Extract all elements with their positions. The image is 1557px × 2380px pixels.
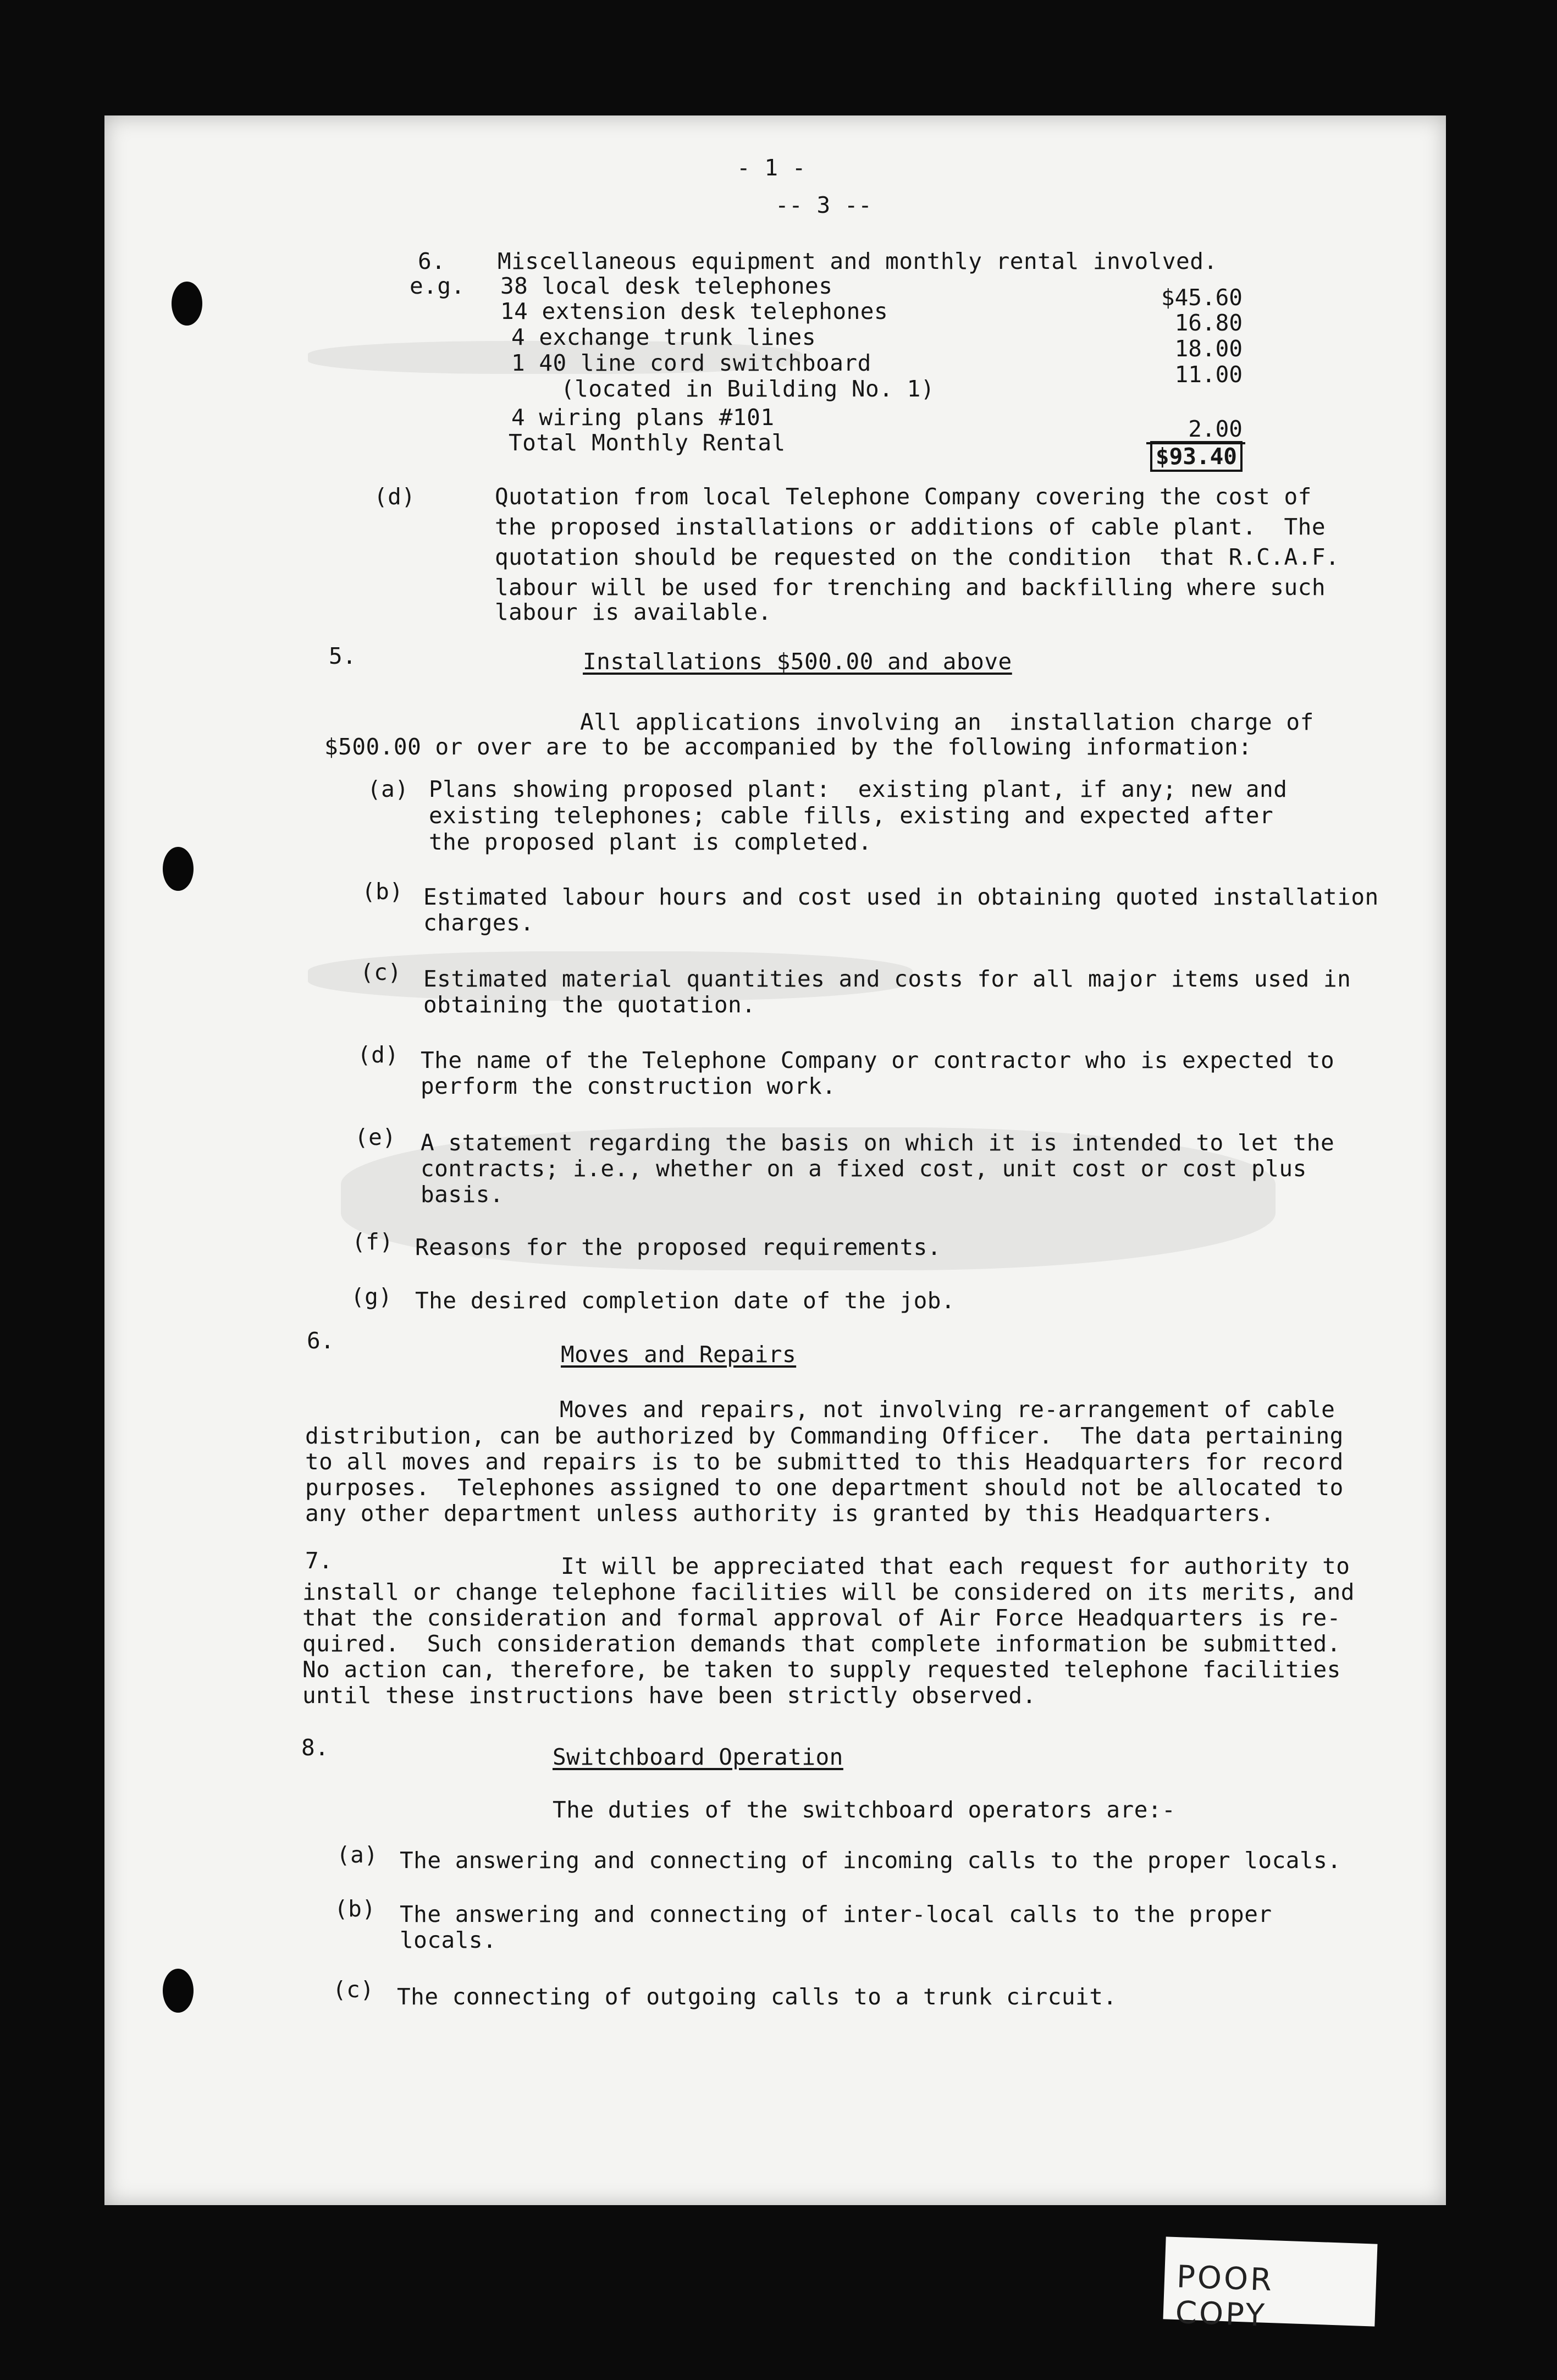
- section-heading: Moves and Repairs: [561, 1341, 797, 1368]
- item-line: obtaining the quotation.: [423, 991, 756, 1018]
- rental-item-text: (located in Building No. 1): [561, 376, 935, 402]
- section-number: 7.: [305, 1547, 333, 1574]
- item-letter: (f): [352, 1228, 394, 1255]
- rental-item-text: 38 local desk telephones: [500, 273, 833, 299]
- item-line: perform the construction work.: [421, 1073, 836, 1099]
- section-heading: Switchboard Operation: [553, 1744, 843, 1770]
- total-amount: $93.40: [1122, 443, 1243, 470]
- item-letter: (e): [355, 1124, 396, 1150]
- stamp-label: POOR COPY: [1174, 2259, 1275, 2334]
- rental-item-text: 4 wiring plans #101: [511, 404, 775, 431]
- page-number: -- 3 --: [775, 192, 873, 218]
- item-line: The desired completion date of the job.: [415, 1287, 956, 1314]
- quotation-line: labour is available.: [495, 599, 772, 625]
- section-line: to all moves and repairs is to be submitted to this Headquarters for record: [305, 1448, 1344, 1475]
- rental-item-amount: 2.00: [1188, 416, 1243, 442]
- section-line: purposes. Telephones assigned to one department should not be allocated to: [305, 1474, 1344, 1501]
- rental-item-amount: 16.80: [1174, 310, 1243, 336]
- section-line: Moves and repairs, not involving re-arrangement of cable: [560, 1396, 1335, 1423]
- rental-item-amount: 11.00: [1174, 361, 1243, 388]
- section-line: until these instructions have been strictly observed.: [302, 1682, 1036, 1709]
- item-line: Reasons for the proposed requirements.: [415, 1234, 941, 1260]
- section-line: that the consideration and formal approval of Air Force Headquarters is re-: [302, 1605, 1341, 1631]
- item-letter: (g): [351, 1283, 393, 1310]
- punch-hole: [172, 282, 202, 326]
- rental-item-text: 14 extension desk telephones: [500, 298, 888, 324]
- rental-item-text: 4 exchange trunk lines: [511, 324, 816, 350]
- quotation-line: labour will be used for trenching and backfilling where such: [495, 574, 1326, 600]
- item-line: A statement regarding the basis on which it is intended to let the: [421, 1130, 1335, 1156]
- item-line: Estimated labour hours and cost used in obtaining quoted installation: [423, 884, 1379, 910]
- item-line: existing telephones; cable fills, existing and expected after: [429, 802, 1274, 829]
- item-letter: (d): [374, 483, 416, 510]
- item-line: The answering and connecting of incoming calls to the proper locals.: [400, 1847, 1341, 1874]
- rental-item-text: 1 40 line cord switchboard: [511, 350, 871, 376]
- top-mark: - 1 -: [737, 155, 806, 181]
- section-number: 8.: [301, 1734, 329, 1761]
- item-letter: (b): [362, 878, 404, 905]
- item-line: contracts; i.e., whether on a fixed cost, unit cost or cost plus: [421, 1155, 1307, 1182]
- misc-title: Miscellaneous equipment and monthly rental involved.: [498, 248, 1218, 274]
- quotation-line: Quotation from local Telephone Company covering the cost of: [495, 483, 1312, 510]
- total-label: Total Monthly Rental: [509, 429, 786, 456]
- item-letter: (a): [336, 1842, 378, 1868]
- section-intro: $500.00 or over are to be accompanied by the following information:: [324, 734, 1252, 760]
- quotation-line: the proposed installations or additions of cable plant. The: [495, 514, 1326, 540]
- item-line: The answering and connecting of inter-local calls to the proper: [400, 1901, 1272, 1927]
- item-letter: (c): [360, 959, 402, 985]
- section-line: It will be appreciated that each request for authority to: [561, 1553, 1350, 1579]
- item-letter: (c): [333, 1976, 374, 2003]
- poor-copy-stamp: [1163, 2236, 1377, 2334]
- item-letter: (d): [357, 1042, 399, 1068]
- section-line: quired. Such consideration demands that complete information be submitted.: [302, 1630, 1341, 1657]
- section-line: distribution, can be authorized by Commanding Officer. The data pertaining: [305, 1423, 1344, 1449]
- rental-item-amount: $45.60: [1161, 284, 1243, 311]
- punch-hole: [163, 1969, 194, 2013]
- item-line: The name of the Telephone Company or contractor who is expected to: [421, 1047, 1335, 1073]
- rental-item-amount: 18.00: [1174, 335, 1243, 362]
- item-number: 6.: [418, 248, 446, 274]
- section-intro: All applications involving an installation charge of: [580, 709, 1314, 735]
- item-line: the proposed plant is completed.: [429, 829, 872, 855]
- section-heading: Installations $500.00 and above: [583, 648, 1012, 675]
- eg-label: e.g.: [410, 273, 465, 299]
- section-line: any other department unless authority is granted by this Headquarters.: [305, 1500, 1274, 1527]
- section-number: 5.: [329, 643, 357, 669]
- punch-hole: [163, 847, 194, 891]
- item-line: Plans showing proposed plant: existing plant, if any; new and: [429, 776, 1288, 802]
- item-line: charges.: [423, 910, 534, 936]
- item-line: The connecting of outgoing calls to a trunk circuit.: [397, 1984, 1117, 2010]
- item-letter: (b): [334, 1896, 376, 1922]
- section-intro: The duties of the switchboard operators are:-: [553, 1797, 1176, 1823]
- item-line: locals.: [400, 1927, 497, 1953]
- section-line: No action can, therefore, be taken to supply requested telephone facilities: [302, 1656, 1341, 1683]
- item-letter: (a): [367, 776, 409, 802]
- item-line: basis.: [421, 1181, 504, 1208]
- item-line: Estimated material quantities and costs for all major items used in: [423, 966, 1351, 992]
- quotation-line: quotation should be requested on the condition that R.C.A.F.: [495, 544, 1340, 570]
- section-number: 6.: [307, 1327, 335, 1354]
- section-line: install or change telephone facilities will be considered on its merits, and: [302, 1579, 1355, 1605]
